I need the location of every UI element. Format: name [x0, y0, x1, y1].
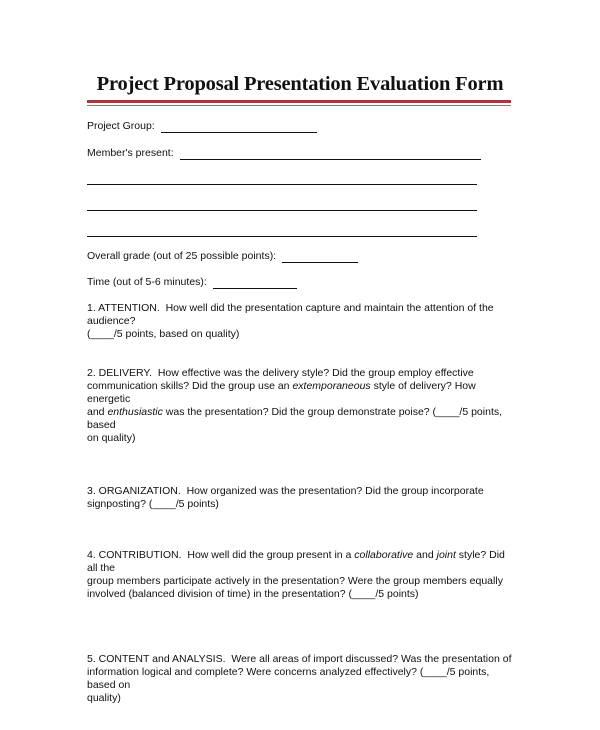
points-field[interactable]: (____/5 points, based on quality) — [87, 328, 240, 340]
members-field-line-4[interactable] — [87, 236, 477, 237]
criterion-heading: 1. ATTENTION. — [87, 302, 160, 314]
project-group-field[interactable] — [161, 121, 317, 133]
criterion-contribution: 4. CONTRIBUTION. How well did the group present in a collaborative and joint style? Did all the group members participate actively in the presentation? Were the group members equally involved (balanced division of time) in the presentation? (____/5 points) — [87, 549, 505, 600]
title-underline-thick — [87, 100, 511, 103]
members-field-line-1[interactable] — [180, 148, 481, 160]
members-field-line-3[interactable] — [87, 210, 477, 211]
time-row — [87, 276, 297, 289]
criterion-delivery: 2. DELIVERY. How effective was the delivery style? Did the group employ effective communication skills? Did the group use an extemporaneous style of delivery? How energetic and enthusiastic was the presentation? Did the group demonstrate poise? (____/5 points, based on quality) — [87, 367, 503, 444]
points-field[interactable]: was the presentation? Did the group demonstrate poise? (____/5 points, based — [87, 406, 503, 431]
title-underline-thin — [87, 105, 511, 106]
overall-grade-label: Overall grade (out of 25 possible points): — [87, 250, 277, 262]
criterion-heading: 2. DELIVERY. — [87, 367, 152, 379]
points-field[interactable]: involved (balanced division of time) in the presentation? (____/5 points) — [87, 588, 419, 600]
members-label: Member's present: — [87, 147, 174, 159]
members-row — [87, 147, 481, 160]
members-field-line-2[interactable] — [87, 184, 477, 185]
criterion-organization: 3. ORGANIZATION. How organized was the presentation? Did the group incorporate signposting? (____/5 points) — [87, 485, 484, 510]
project-group-label: Project Group: — [87, 120, 155, 132]
criterion-heading: 5. CONTENT and ANALYSIS. — [87, 653, 226, 665]
criterion-content-analysis: 5. CONTENT and ANALYSIS. Were all areas of import discussed? Was the presentation of information logical and complete? Were concerns analyzed effectively? (____/5 points, based on quality) — [87, 653, 512, 704]
form-title: Project Proposal Presentation Evaluation Form — [96, 73, 504, 95]
criterion-heading: 4. CONTRIBUTION. — [87, 549, 182, 561]
points-field[interactable]: information logical and complete? Were concerns analyzed effectively? (____/5 points, based on — [87, 666, 490, 691]
overall-grade-row — [87, 250, 358, 263]
project-group-row — [87, 120, 317, 133]
overall-grade-field[interactable] — [282, 251, 358, 263]
time-field[interactable] — [213, 277, 297, 289]
time-label: Time (out of 5-6 minutes): — [87, 276, 207, 288]
criterion-heading: 3. ORGANIZATION. — [87, 485, 181, 497]
points-field[interactable]: signposting? (____/5 points) — [87, 498, 219, 510]
criterion-attention: 1. ATTENTION. How well did the presentation capture and maintain the attention of the audience? (____/5 points, based on quality) — [87, 302, 494, 340]
